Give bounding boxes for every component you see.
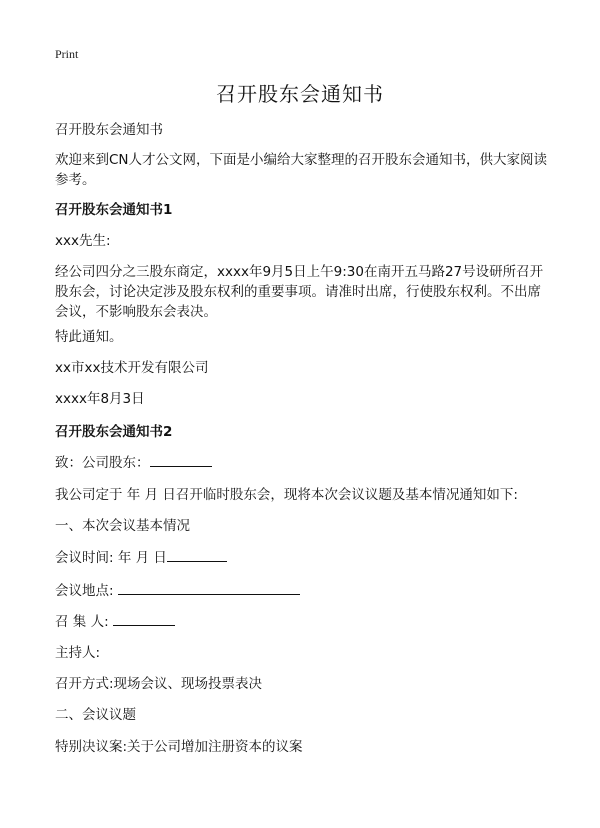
- host-label: 主持人:: [55, 645, 101, 661]
- meeting-time-blank: [167, 547, 227, 562]
- section2-heading: 二、会议议题: [55, 707, 136, 723]
- notice1-body: 经公司四分之三股东商定，xxxx年9月5日上午9:30在南开五马路27号设研所召开股东会，讨论决定涉及股东权利的重要事项。请准时出席，行使股东权利。不出席会议，不影响股东会表决。: [55, 264, 544, 320]
- document-subtitle: 召开股东会通知书: [55, 122, 163, 138]
- notice2-to-line: [55, 452, 212, 473]
- section1-heading: 一、本次会议基本情况: [55, 518, 190, 534]
- notice1-salutation: xxx先生:: [55, 233, 111, 249]
- notice1-closing: 特此通知。: [55, 329, 123, 345]
- shareholder-blank: [150, 452, 212, 467]
- document-title: 召开股东会通知书: [216, 82, 384, 106]
- meeting-location-label: 会议地点:: [55, 583, 114, 599]
- special-resolution: 特别决议案:关于公司增加注册资本的议案: [55, 739, 303, 755]
- meeting-location-line: [55, 580, 300, 601]
- notice2-to-label: 致：公司股东：: [55, 455, 150, 471]
- notice2-heading: 召开股东会通知书2: [55, 424, 173, 440]
- intro-paragraph: 欢迎来到CN人才公文网，下面是小编给大家整理的召开股东会通知书，供大家阅读参考。: [55, 152, 548, 188]
- notice1-heading: 召开股东会通知书1: [55, 202, 173, 218]
- meeting-time-line: [55, 547, 227, 568]
- print-link[interactable]: Print: [55, 47, 79, 61]
- meeting-time-label: 会议时间: 年 月 日: [55, 550, 167, 566]
- notice2-intro: 我公司定于 年 月 日召开临时股东会，现将本次会议议题及基本情况通知如下:: [55, 487, 518, 503]
- convener-blank: [113, 611, 175, 626]
- meeting-location-blank: [118, 580, 300, 595]
- convener-label: 召 集 人:: [55, 614, 109, 630]
- convener-line: [55, 611, 175, 632]
- meeting-method: 召开方式:现场会议、现场投票表决: [55, 676, 263, 692]
- notice1-company: xx市xx技术开发有限公司: [55, 360, 209, 376]
- notice1-date: xxxx年8月3日: [55, 391, 145, 407]
